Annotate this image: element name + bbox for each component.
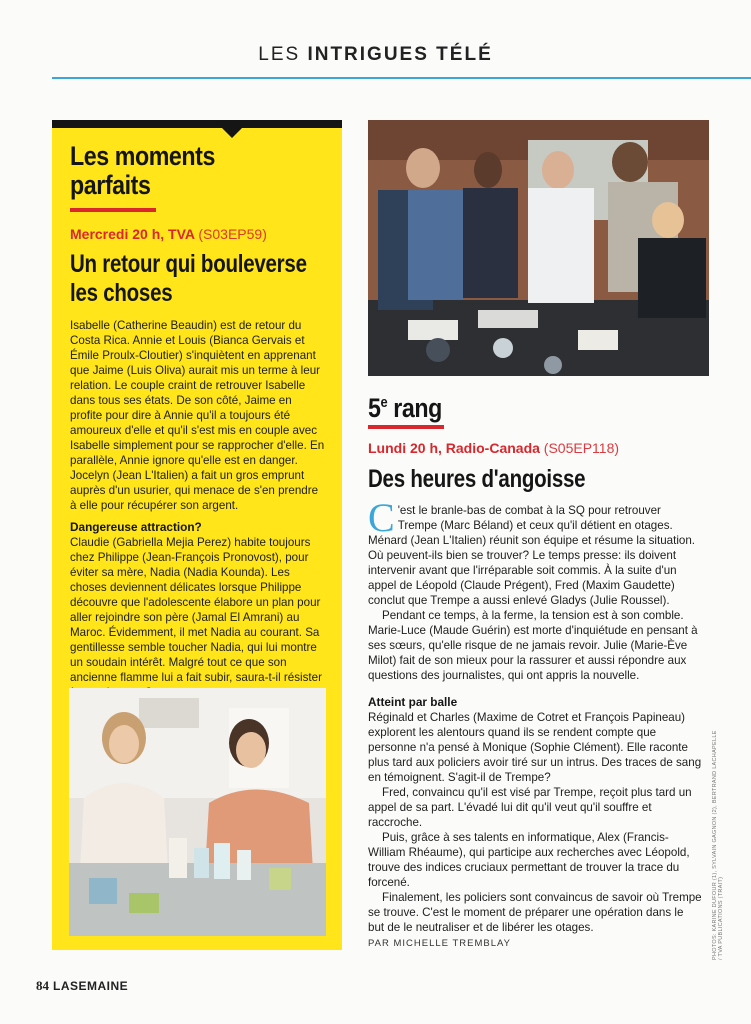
right-title-rest: rang: [387, 393, 442, 423]
right-title-underline: [368, 425, 444, 429]
right-headline-block: [368, 465, 698, 494]
left-article-body: [70, 318, 326, 717]
page-footer: [36, 978, 128, 994]
left-section-title-1: Les moments: [70, 141, 215, 171]
left-title-underline: [70, 208, 156, 212]
right-dropcap: C: [368, 495, 395, 540]
right-paragraph-2: Pendant ce temps, à la ferme, la tension est à son comble. Marie-Luce (Maude Guérin) est morte d'inquiétude en pensant à ses sœurs, qu'elle risque de ne jamais revoir. Julie (Marie-Ève Milot) fait de son mieux pour la rassurer et aussi répondre aux questions des journalistes, qui ont appris la nouvelle.: [368, 609, 698, 682]
section-header: [0, 44, 751, 66]
left-subhead: Dangereuse attraction?: [70, 520, 202, 534]
right-headline: Des heures d'angoisse: [368, 465, 586, 493]
left-headline-1: Un retour qui bouleverse: [70, 250, 307, 278]
section-header-bold: INTRIGUES TÉLÉ: [307, 44, 493, 65]
right-subhead: Atteint par balle: [368, 695, 458, 709]
right-paragraph-4: Fred, convaincu qu'il est visé par Trempe, reçoit plus tard un appel de sa part. L'évadé lui dit qu'il veut qu'il souffre et raccroche.: [368, 786, 692, 829]
left-section-title-2: parfaits: [70, 170, 151, 200]
right-slot-code: (S05EP118): [543, 440, 620, 456]
page-number: 84: [36, 978, 49, 993]
left-title-block: [70, 142, 340, 200]
left-headline-2: les choses: [70, 279, 173, 307]
right-paragraph-1-text: 'est le branle-bas de combat à la SQ pour retrouver Trempe (Marc Béland) et ceux qu'il détient en otages. Ménard (Jean L'Italien) réunit son équipe et résume la situation. Où peuvent-ils bien se trouver? Le temps presse: ils doivent intervenir avant que l'irréparable soit commis. À la suite d'un appel de Léopold (Claude Prégent), Fred (Maxim Gaudette) conclut que Trempe a aussi enlevé Gladys (Julie Roussel).: [368, 504, 696, 607]
right-article-body: [368, 495, 702, 951]
right-paragraph-6: Finalement, les policiers sont convaincus de savoir où Trempe se trouve. C'est le moment de préparer une opération dans le but de le neutraliser et de libérer les otages.: [368, 891, 702, 934]
kitchen-photo: [69, 688, 326, 936]
left-slot-main: Mercredi 20 h, TVA: [70, 226, 199, 242]
kitchen-photo-illustration: [69, 688, 326, 936]
right-broadcast-slot: [368, 440, 698, 456]
right-title-sup: e: [380, 394, 388, 411]
police-meeting-illustration: [368, 120, 709, 376]
right-title-block: [368, 388, 568, 423]
section-header-prefix: LES: [258, 44, 308, 65]
left-broadcast-slot: [70, 226, 340, 242]
right-section-title: [368, 388, 540, 423]
magazine-brand: LASEMAINE: [53, 979, 129, 993]
right-title-number: 5: [368, 393, 381, 423]
police-meeting-photo: [368, 120, 709, 376]
right-paragraph-3: Réginald et Charles (Maxime de Cotret et François Papineau) explorent les alentours quand ils se rendent compte que personne n'a pensé à Monique (Sophie Clément). Elle raconte plus tard aux policiers avoir tiré sur un intrus. Des traces de sang en témoignent. S'agit-il de Trempe?: [368, 711, 702, 784]
left-paragraph-2: Claudie (Gabriella Mejia Perez) habite toujours chez Philippe (Jean-François Pronovost), pour éviter sa mère, Nadia (Nadia Kounda). Les choses deviennent délicates lorsque Philippe découvre que l'adolescente élabore un plan pour aller rejoindre son père (Jamal El Amrani) au Maroc. Évidemment, il met Nadia au courant. Sa gentillesse semble toucher Nadia, qui lui montre un soudain intérêt. Malgré tout ce que son ancienne flamme lui a fait subir, saura-t-il résister: [70, 536, 322, 684]
photo-credits: PHOTOS: KARINE DUFOUR (1), SYLVAIN GAGNON (2), BERTRAND LACHAPELLE / TVA PUBLICATIONS (TRAIT): [712, 730, 724, 960]
right-byline: PAR MICHELLE TREMBLAY: [368, 938, 511, 949]
right-slot-main: Lundi 20 h, Radio-Canada: [368, 440, 544, 456]
right-paragraph-1: [368, 495, 702, 608]
yellow-panel: [52, 120, 342, 950]
left-paragraph-1: Isabelle (Catherine Beaudin) est de retour du Costa Rica. Annie et Louis (Bianca Gervais et Émile Proulx-Cloutier) s'inquiètent en apprenant que Jaime (Luis Oliva) aurait mis un terme à leur relation. Le couple craint de retrouver Isabelle dans tous ses états. De son côté, Jaime en profite pour dire à Annie qu'il a toujours été amoureux d'elle et qu'il s'est mis en couple avec Isabelle simplement pour se rapprocher d'elle. En parallèle, Annie ignore qu'elle est en danger. Jocelyn (Jean L'Italien) a fait un gros emprunt auprès d'un usurier, qui menace de s'en prendre à elle pour récupérer son argent.: [70, 319, 325, 512]
panel-top-bar: [52, 120, 342, 128]
left-headline-block: [70, 250, 370, 308]
left-slot-code: (S03EP59): [198, 226, 267, 242]
right-paragraph-5: Puis, grâce à ses talents en informatique, Alex (Francis-William Rhéaume), qui participe aux recherches avec Léopold, trouve des indices cruciaux permettant de trouver la trace du forcené.: [368, 831, 690, 889]
panel-notch: [220, 126, 244, 138]
header-rule: [52, 77, 751, 79]
